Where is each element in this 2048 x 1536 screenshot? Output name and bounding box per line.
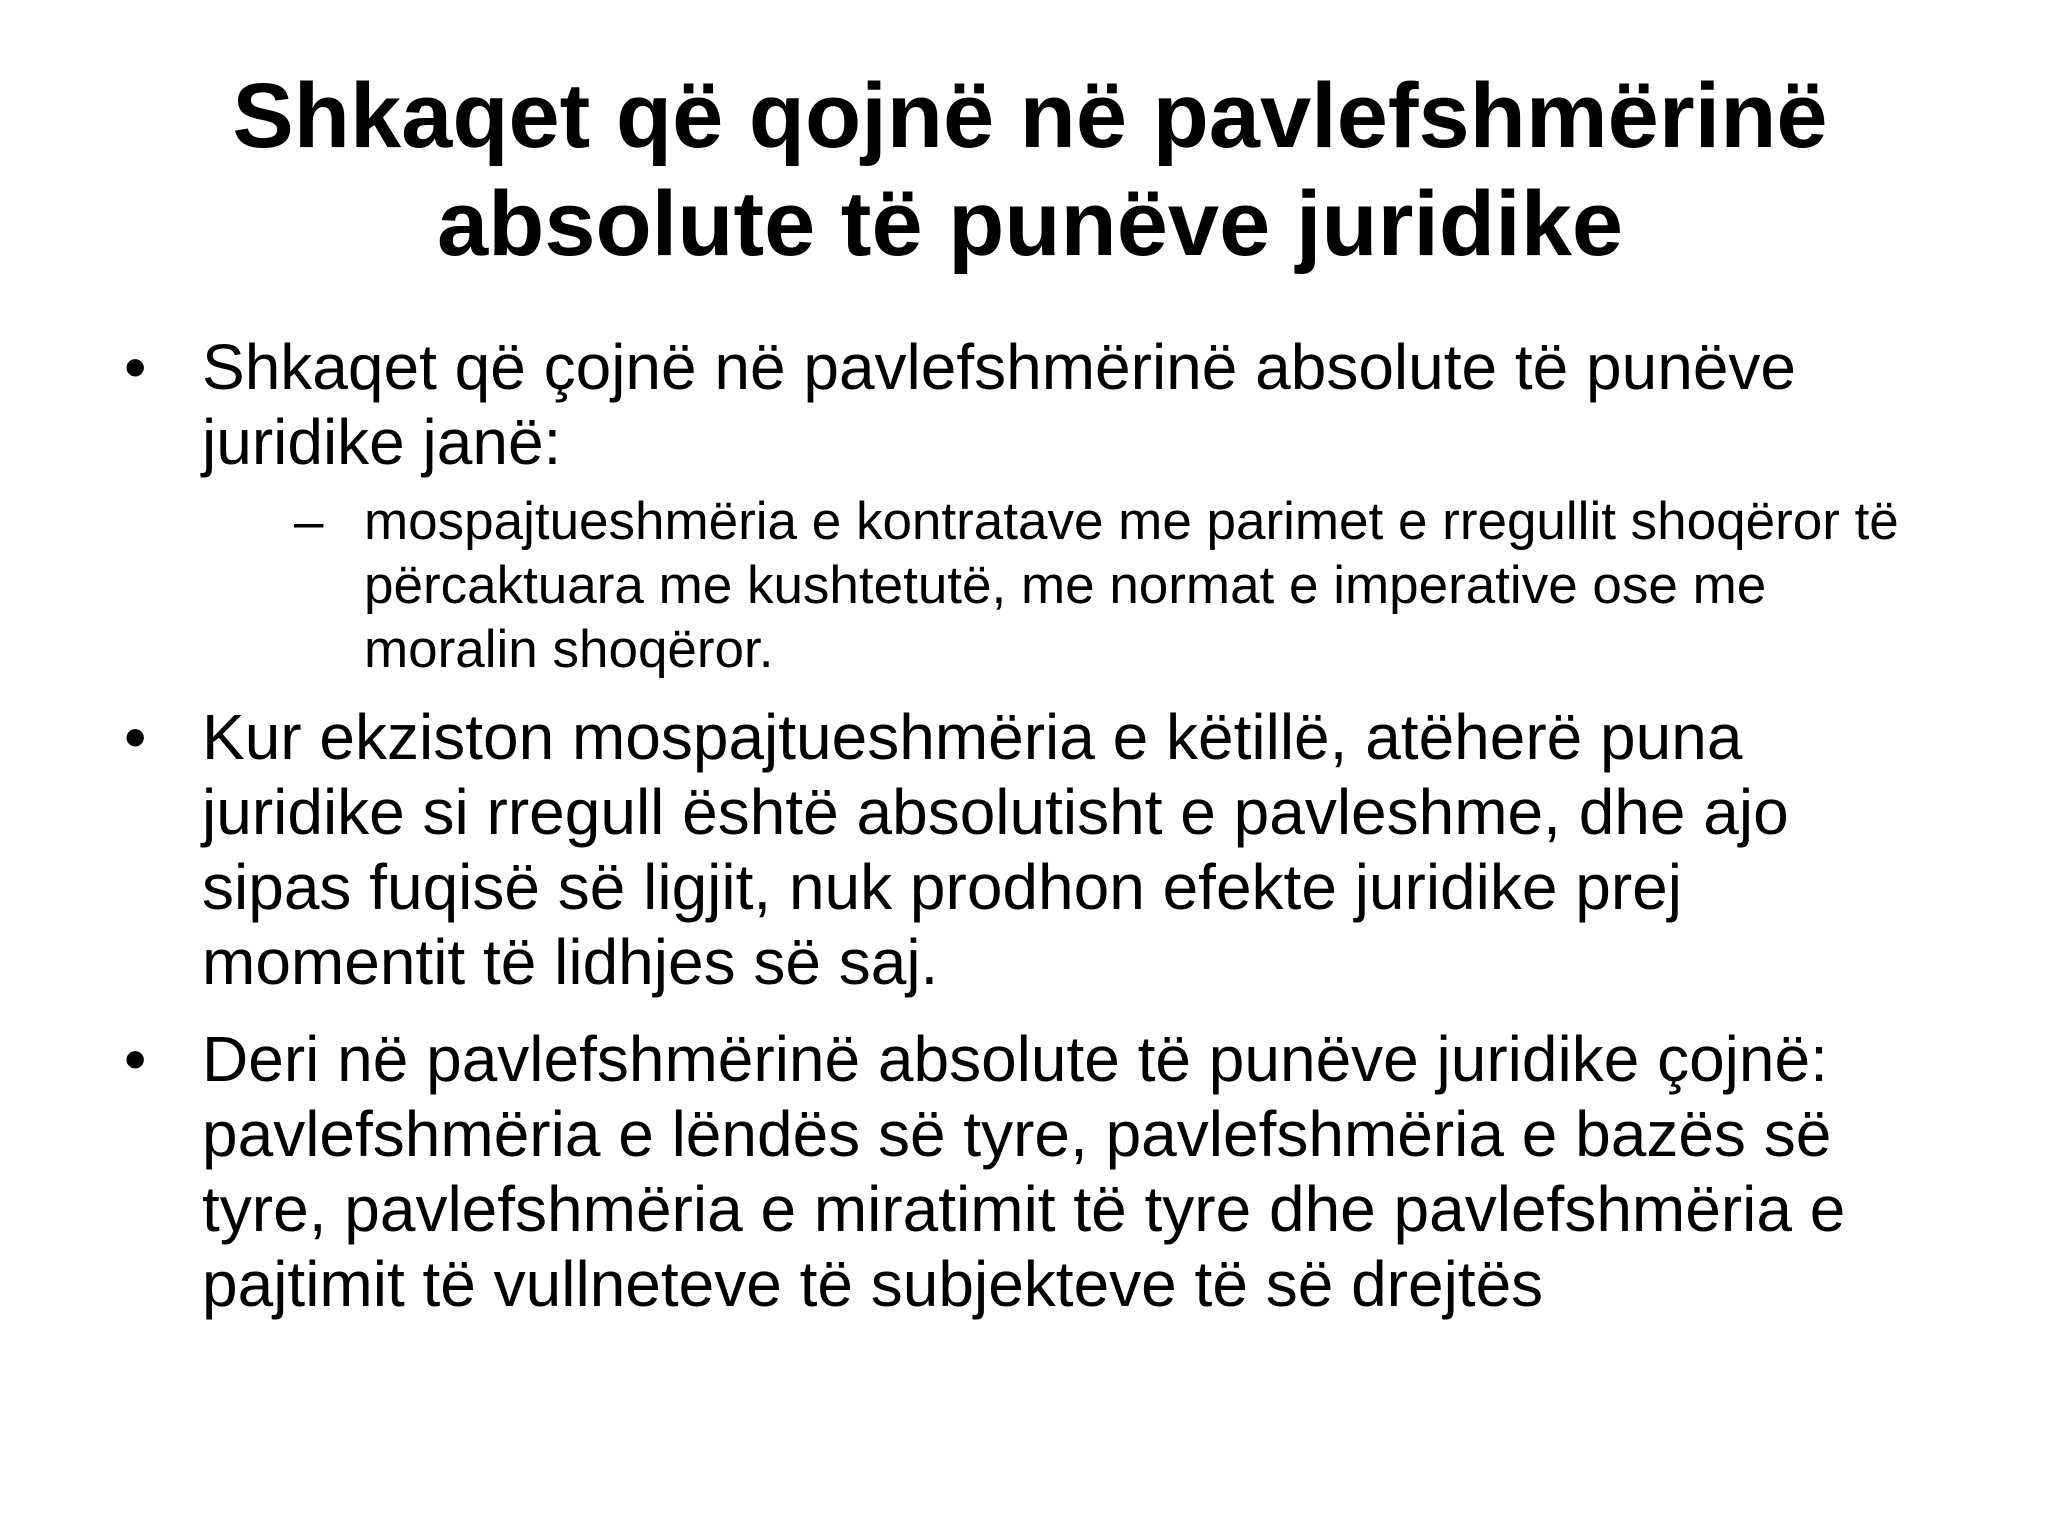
slide-title-line-2: absolute të punëve juridike [436, 173, 1624, 275]
bullet-text-3: Deri në pavlefshmërinë absolute të punëve juridike çojnë: pavlefshmëria e lëndës së tyre, pavlefshmëria e bazës së tyre, pavlefshmëria e miratimit të tyre dhe pavlefshmëria e pajtimit të vullneteve të subjekteve të së drejtës [202, 1023, 1846, 1320]
bullet-item-1 [120, 330, 1920, 480]
bullet-marker: • [124, 701, 147, 773]
sub-bullet-marker: – [294, 492, 324, 551]
bullet-text-1: Shkaqet që çojnë në pavlefshmërinë absolute të punëve juridike janë: [202, 331, 1796, 478]
bullet-marker: • [124, 331, 147, 403]
bullet-item-3 [120, 1022, 1920, 1322]
sub-bullet-item-1 [294, 490, 1920, 682]
sub-bullet-text-1: mospajtueshmëria e kontratave me parimet e rregullit shoqëror të përcaktuara me kushtetutë, me normat e imperative ose me moralin shoqëror. [364, 492, 1899, 679]
slide-title-line-1: Shkaqet që qojnë në pavlefshmërinë [232, 65, 1828, 167]
bullet-marker: • [124, 1023, 147, 1095]
bullet-text-2: Kur ekziston mospajtueshmëria e këtillë, atëherë puna juridike si rregull është absolutisht e pavleshme, dhe ajo sipas fuqisë së ligjit, nuk prodhon efekte juridike prej momentit të lidhjes së saj. [202, 701, 1789, 998]
bullet-item-2 [120, 700, 1920, 1000]
slide-title [120, 62, 1940, 278]
slide-content [120, 330, 1920, 1322]
